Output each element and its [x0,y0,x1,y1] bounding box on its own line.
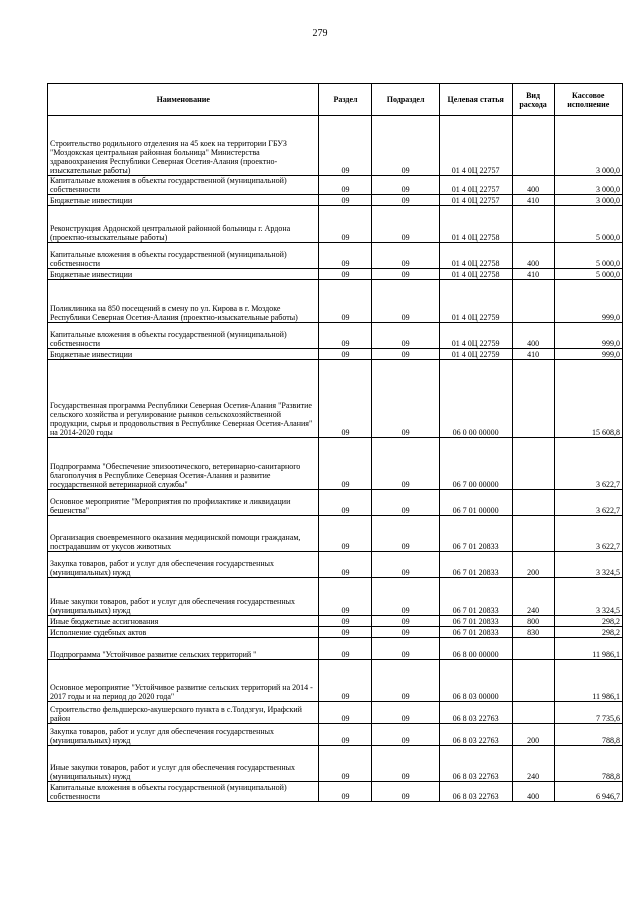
row-subsection: 09 [372,438,439,490]
row-amount: 999,0 [554,349,622,360]
table-row [48,660,623,702]
row-target: 01 4 0Ц 22759 [439,349,512,360]
row-amount: 298,2 [554,616,622,627]
row-amount: 11 986,1 [554,660,622,702]
row-kind: 410 [512,349,554,360]
row-subsection: 09 [372,490,439,516]
budget-table [47,83,623,802]
table-row [48,746,623,782]
table-row [48,195,623,206]
row-target: 01 4 0Ц 22759 [439,323,512,349]
row-target: 01 4 0Ц 22757 [439,195,512,206]
table-row [48,724,623,746]
row-subsection: 09 [372,578,439,616]
row-kind: 400 [512,176,554,195]
row-section: 09 [319,724,372,746]
row-target: 01 4 0Ц 22759 [439,280,512,323]
row-name: Основное мероприятие "Устойчивое развитие сельских территорий на 2014 - 2017 годы и на период до 2020 года" [48,660,319,702]
row-target: 06 7 01 20833 [439,578,512,616]
row-name: Реконструкция Ардонской центральной районной больницы г. Ардона (проектно-изыскательные работы) [48,206,319,243]
row-subsection: 09 [372,516,439,552]
table-row [48,616,623,627]
row-section: 09 [319,616,372,627]
row-kind: 400 [512,323,554,349]
row-amount: 298,2 [554,627,622,638]
row-amount: 3 324,5 [554,578,622,616]
row-kind: 410 [512,195,554,206]
row-subsection: 09 [372,360,439,438]
row-kind: 400 [512,243,554,269]
row-section: 09 [319,323,372,349]
row-target: 06 7 01 20833 [439,552,512,578]
row-subsection: 09 [372,660,439,702]
row-subsection: 09 [372,349,439,360]
row-kind [512,660,554,702]
row-target: 01 4 0Ц 22757 [439,176,512,195]
row-name: Иные закупки товаров, работ и услуг для обеспечения государственных (муниципальных) нужд [48,746,319,782]
row-kind [512,516,554,552]
row-amount: 5 000,0 [554,243,622,269]
row-target: 06 8 03 22763 [439,782,512,802]
row-section: 09 [319,195,372,206]
row-amount: 3 000,0 [554,176,622,195]
row-kind [512,490,554,516]
row-section: 09 [319,782,372,802]
row-name: Строительство фельдшерско-акушерского пункта в с.Толдзгун, Ирафский район [48,702,319,724]
row-kind [512,702,554,724]
row-name: Капитальные вложения в объекты государственной (муниципальной) собственности [48,782,319,802]
row-target: 06 8 03 22763 [439,702,512,724]
row-kind: 410 [512,269,554,280]
table-row [48,243,623,269]
table-header-row [48,84,623,116]
row-name: Бюджетные инвестиции [48,349,319,360]
table-row [48,349,623,360]
row-kind: 800 [512,616,554,627]
row-name: Основное мероприятие "Мероприятия по профилактике и ликвидации бешенства" [48,490,319,516]
row-subsection: 09 [372,702,439,724]
row-section: 09 [319,702,372,724]
table-row [48,627,623,638]
row-subsection: 09 [372,269,439,280]
row-amount: 15 608,8 [554,360,622,438]
row-name: Закупка товаров, работ и услуг для обеспечения государственных (муниципальных) нужд [48,552,319,578]
row-section: 09 [319,516,372,552]
table-row [48,438,623,490]
row-target: 06 7 01 20833 [439,627,512,638]
table-row [48,323,623,349]
row-amount: 5 000,0 [554,269,622,280]
row-target: 06 0 00 00000 [439,360,512,438]
row-kind: 200 [512,552,554,578]
row-name: Подпрограмма "Устойчивое развитие сельских территорий " [48,638,319,660]
table-row [48,552,623,578]
table-row [48,638,623,660]
row-amount: 999,0 [554,323,622,349]
row-name: Подпрограмма "Обеспечение эпизоотического, ветеринарно-санитарного благополучия в Республике Северная Осетия-Алания и развитие государственной ветеринарной службы" [48,438,319,490]
row-amount: 3 622,7 [554,438,622,490]
row-amount: 999,0 [554,280,622,323]
row-subsection: 09 [372,616,439,627]
header-kind: Вид расхода [512,84,554,116]
row-amount: 3 622,7 [554,490,622,516]
row-subsection: 09 [372,243,439,269]
header-name: Наименование [48,84,319,116]
row-name: Капитальные вложения в объекты государственной (муниципальной) собственности [48,176,319,195]
row-section: 09 [319,176,372,195]
row-target: 06 8 03 22763 [439,724,512,746]
row-subsection: 09 [372,724,439,746]
row-target: 01 4 0Ц 22758 [439,269,512,280]
row-kind [512,438,554,490]
table-row [48,206,623,243]
row-subsection: 09 [372,206,439,243]
row-subsection: 09 [372,116,439,176]
row-target: 06 8 00 00000 [439,638,512,660]
row-target: 06 7 00 00000 [439,438,512,490]
row-name: Исполнение судебных актов [48,627,319,638]
row-name: Иные закупки товаров, работ и услуг для обеспечения государственных (муниципальных) нужд [48,578,319,616]
row-amount: 7 735,6 [554,702,622,724]
row-name: Иные бюджетные ассигнования [48,616,319,627]
header-subsection: Подраздел [372,84,439,116]
row-subsection: 09 [372,176,439,195]
table-body [48,116,623,802]
row-section: 09 [319,280,372,323]
table-row [48,360,623,438]
row-amount: 3 000,0 [554,116,622,176]
row-amount: 3 622,7 [554,516,622,552]
row-kind [512,638,554,660]
header-target: Целевая статья [439,84,512,116]
row-amount: 5 000,0 [554,206,622,243]
row-target: 06 7 01 00000 [439,490,512,516]
row-target: 01 4 0Ц 22758 [439,243,512,269]
row-subsection: 09 [372,195,439,206]
page-number: 279 [312,28,328,39]
row-section: 09 [319,627,372,638]
row-target: 06 8 03 00000 [439,660,512,702]
row-kind: 240 [512,578,554,616]
row-section: 09 [319,243,372,269]
row-name: Государственная программа Республики Северная Осетия-Алания "Развитие сельского хозяйства и регулирование рынков сельскохозяйственной продукции, сырья и продовольствия в Республике Северная Осетия-Алания" на 2014-2020 годы [48,360,319,438]
header-amount: Кассовое исполнение [554,84,622,116]
table-row [48,116,623,176]
row-subsection: 09 [372,638,439,660]
row-section: 09 [319,552,372,578]
row-target: 06 7 01 20833 [439,616,512,627]
row-section: 09 [319,206,372,243]
row-section: 09 [319,349,372,360]
row-section: 09 [319,578,372,616]
row-target: 06 8 03 22763 [439,746,512,782]
row-section: 09 [319,438,372,490]
row-target: 01 4 0Ц 22758 [439,206,512,243]
row-subsection: 09 [372,746,439,782]
table-row [48,516,623,552]
row-kind: 200 [512,724,554,746]
row-kind [512,116,554,176]
row-name: Поликлиника на 850 посещений в смену по ул. Кирова в г. Моздоке Республики Северная Осетия-Алания (проектно-изыскательные работы) [48,280,319,323]
row-target: 01 4 0Ц 22757 [439,116,512,176]
row-section: 09 [319,269,372,280]
table-row [48,280,623,323]
row-target: 06 7 01 20833 [439,516,512,552]
row-kind: 240 [512,746,554,782]
row-name: Капитальные вложения в объекты государственной (муниципальной) собственности [48,323,319,349]
row-amount: 6 946,7 [554,782,622,802]
row-section: 09 [319,660,372,702]
table-row [48,702,623,724]
row-kind: 400 [512,782,554,802]
row-name: Бюджетные инвестиции [48,195,319,206]
row-amount: 788,8 [554,724,622,746]
table-row [48,269,623,280]
row-name: Строительство родильного отделения на 45 коек на территории ГБУЗ "Моздокская центральная районная больница" Министерства здравоохранения Республики Северная Осетия-Алания (проектно-изыскательные работы) [48,116,319,176]
row-amount: 788,8 [554,746,622,782]
row-amount: 11 986,1 [554,638,622,660]
row-section: 09 [319,490,372,516]
row-section: 09 [319,746,372,782]
row-amount: 3 000,0 [554,195,622,206]
row-section: 09 [319,638,372,660]
row-name: Закупка товаров, работ и услуг для обеспечения государственных (муниципальных) нужд [48,724,319,746]
row-name: Капитальные вложения в объекты государственной (муниципальной) собственности [48,243,319,269]
row-subsection: 09 [372,782,439,802]
row-subsection: 09 [372,627,439,638]
row-amount: 3 324,5 [554,552,622,578]
table-row [48,490,623,516]
row-kind [512,360,554,438]
header-section: Раздел [319,84,372,116]
row-name: Организация своевременного оказания медицинской помощи гражданам, пострадавшим от укусов животных [48,516,319,552]
row-section: 09 [319,116,372,176]
table-row [48,782,623,802]
table-row [48,176,623,195]
row-subsection: 09 [372,323,439,349]
row-kind: 830 [512,627,554,638]
row-kind [512,280,554,323]
row-name: Бюджетные инвестиции [48,269,319,280]
row-section: 09 [319,360,372,438]
table-row [48,578,623,616]
row-subsection: 09 [372,552,439,578]
row-subsection: 09 [372,280,439,323]
row-kind [512,206,554,243]
